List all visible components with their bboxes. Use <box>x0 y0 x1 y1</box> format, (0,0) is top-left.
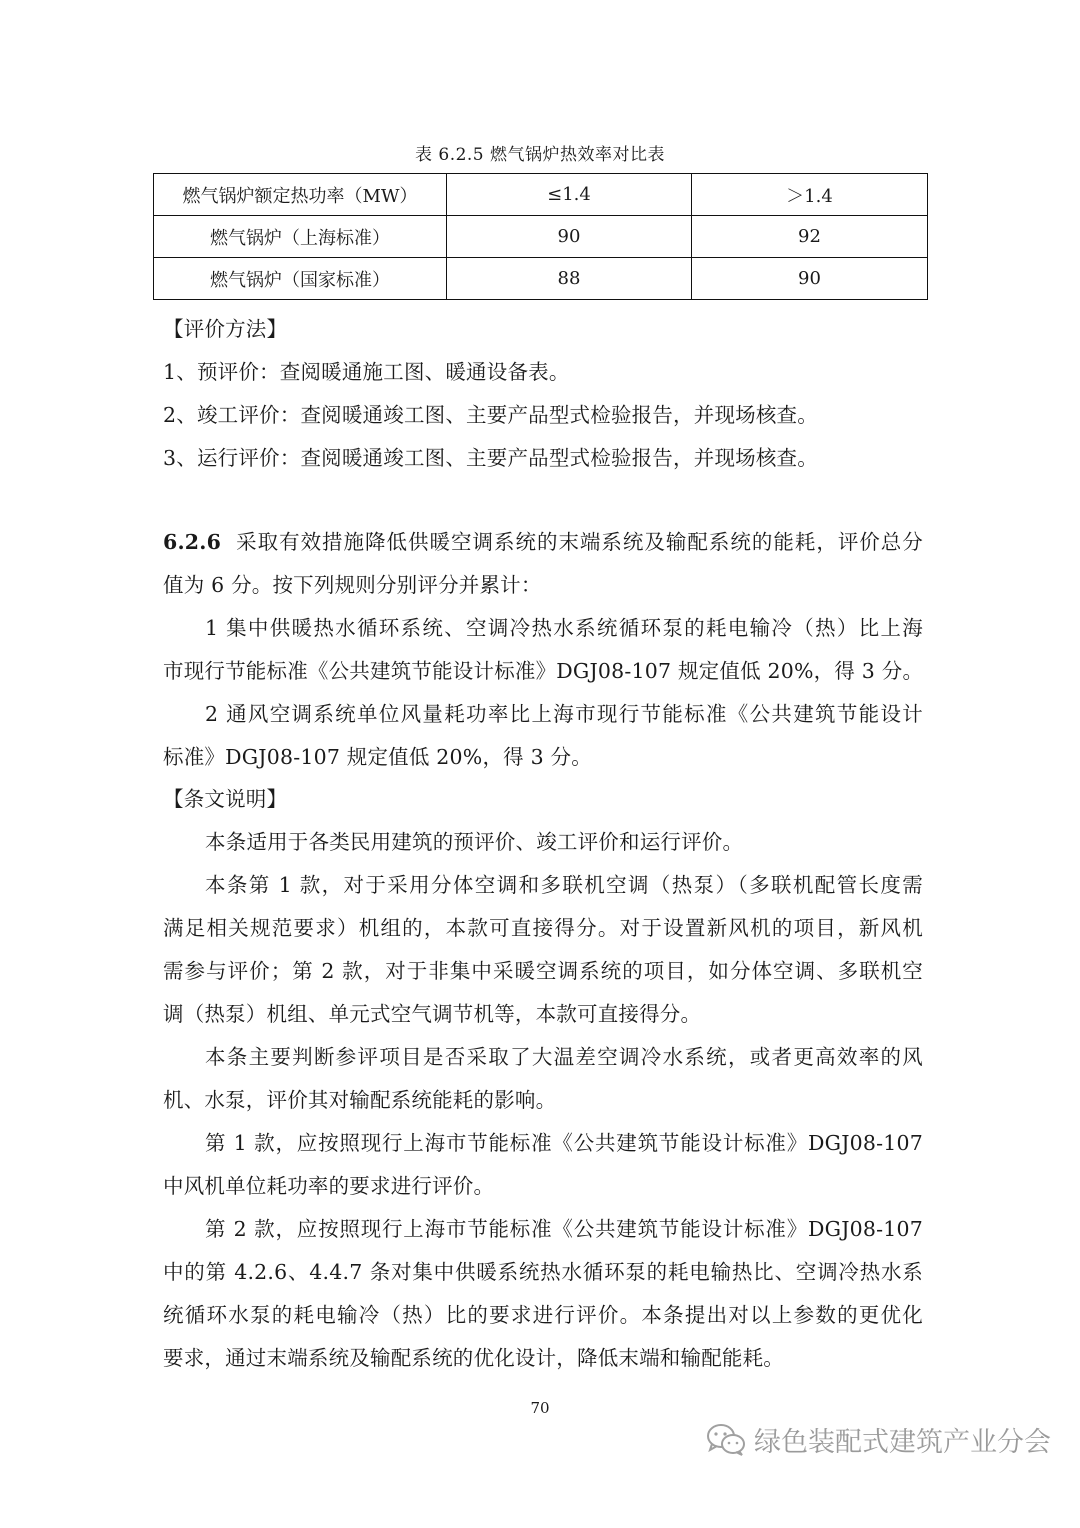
table-cell: 88 <box>447 258 692 300</box>
watermark-text: 绿色装配式建筑产业分会 <box>754 1427 1051 1458</box>
explanation-line: 机、水泵，评价其对输配系统能耗的影响。 <box>163 1088 557 1112</box>
explanation-line: 本条主要判断参评项目是否采取了大温差空调冷水系统，或者更高效率的风 <box>205 1045 923 1069</box>
table-cell: 90 <box>447 216 692 258</box>
table-cell: ≤1.4 <box>447 174 692 216</box>
explanation-line: 调（热泵）机组、单元式空气调节机等，本款可直接得分。 <box>163 1002 702 1026</box>
clause-item-line: 市现行节能标准《公共建筑节能设计标准》DGJ08-107 规定值低 20%，得 3 分。 <box>163 659 924 683</box>
clause-text: 采取有效措施降低供暖空调系统的末端系统及输配系统的能耗，评价总分 <box>236 530 923 554</box>
table-cell: 燃气锅炉（国家标准） <box>154 258 447 300</box>
eval-method-heading: 【评价方法】 <box>163 317 288 341</box>
watermark <box>706 1420 1051 1459</box>
explanation-line: 本条第 1 款，对于采用分体空调和多联机空调（热泵）（多联机配管长度需 <box>205 873 923 897</box>
table-row <box>154 258 928 300</box>
explanation-line: 第 2 款，应按照现行上海市节能标准《公共建筑节能设计标准》DGJ08-107 <box>205 1217 923 1241</box>
wechat-icon <box>706 1423 746 1457</box>
explanation-line: 统循环水泵的耗电输冷（热）比的要求进行评价。本条提出对以上参数的更优化 <box>163 1303 923 1327</box>
clause-item-line: 1 集中供暖热水循环系统、空调冷热水系统循环泵的耗电输冷（热）比上海 <box>205 616 923 640</box>
eval-item: 1、预评价：查阅暖通施工图、暖通设备表。 <box>163 360 570 384</box>
boiler-efficiency-table <box>153 173 928 300</box>
table-cell: 燃气锅炉（上海标准） <box>154 216 447 258</box>
table-cell: 90 <box>692 258 928 300</box>
explanation-line: 要求，通过末端系统及输配系统的优化设计，降低末端和输配能耗。 <box>163 1346 784 1370</box>
eval-item: 2、竣工评价：查阅暖通竣工图、主要产品型式检验报告，并现场核查。 <box>163 403 818 427</box>
table-row <box>154 216 928 258</box>
clause-number: 6.2.6 <box>163 530 222 554</box>
clause-line: 值为 6 分。按下列规则分别评分并累计： <box>163 573 542 597</box>
explanation-line: 中风机单位耗功率的要求进行评价。 <box>163 1174 495 1198</box>
explanation-line: 本条适用于各类民用建筑的预评价、竣工评价和运行评价。 <box>205 830 744 854</box>
explanation-line: 第 1 款，应按照现行上海市节能标准《公共建筑节能设计标准》DGJ08-107 <box>205 1131 923 1155</box>
table-cell: ＞1.4 <box>692 174 928 216</box>
eval-item: 3、运行评价：查阅暖通竣工图、主要产品型式检验报告，并现场核查。 <box>163 446 818 470</box>
clause-item-line: 标准》DGJ08-107 规定值低 20%，得 3 分。 <box>163 745 592 769</box>
explanation-line: 满足相关规范要求）机组的，本款可直接得分。对于设置新风机的项目，新风机 <box>163 916 923 940</box>
page-number: 70 <box>530 1399 550 1417</box>
table-cell: 燃气锅炉额定热功率（MW） <box>154 174 447 216</box>
table-cell: 92 <box>692 216 928 258</box>
clause-item-line: 2 通风空调系统单位风量耗功率比上海市现行节能标准《公共建筑节能设计 <box>205 702 923 726</box>
explanation-line: 中的第 4.2.6、4.4.7 条对集中供暖系统热水循环泵的耗电输热比、空调冷热水系 <box>163 1260 923 1284</box>
explanation-heading: 【条文说明】 <box>163 787 288 811</box>
table-row <box>154 174 928 216</box>
clause-line <box>163 525 923 555</box>
table-caption: 表 6.2.5 燃气锅炉热效率对比表 <box>414 145 666 165</box>
explanation-line: 需参与评价；第 2 款，对于非集中采暖空调系统的项目，如分体空调、多联机空 <box>163 959 923 983</box>
